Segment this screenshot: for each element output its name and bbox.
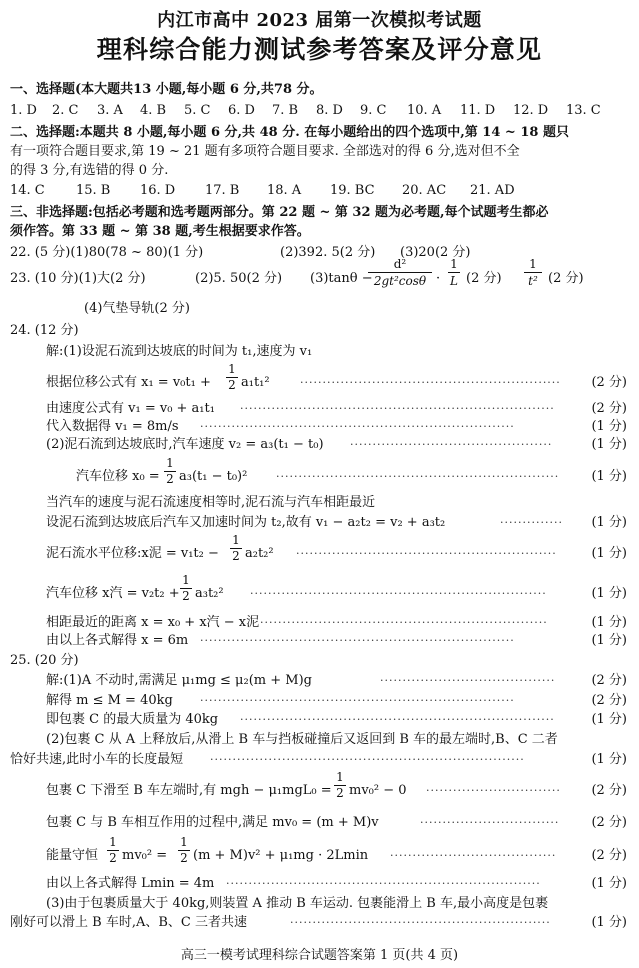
exam-subtitle: 理科综合能力测试参考答案及评分意见 xyxy=(96,35,543,64)
q25-line: 恰好共速,此时小车的长度最短 xyxy=(10,752,184,767)
q25-heading: 25. (20 分) xyxy=(10,653,79,668)
q23-dot: · xyxy=(436,271,441,286)
q22-part3: (3)20(2 分) xyxy=(400,245,471,260)
leader-dots: ······································································ xyxy=(210,753,525,766)
q24-line: 泥石流水平位移:x泥 = v₁t₂ − xyxy=(46,546,219,561)
q25-line: 刚好可以滑上 B 车时,A、B、C 三者共速 xyxy=(10,915,247,930)
score: (2 分) xyxy=(591,815,627,830)
q23-fraction3: 1 t² xyxy=(524,256,542,289)
answer-item: 13. C xyxy=(566,103,601,118)
answer-item: 18. A xyxy=(267,183,302,198)
leader-dots: ······································································ xyxy=(200,694,515,707)
score: (1 分) xyxy=(591,915,627,930)
section2-line1: 二、选择题:本题共 8 小题,每小题 6 分,共 48 分. 在每小题给出的四个选项中,第 14 ~ 18 题只 xyxy=(10,125,569,140)
q25-line: 包裹 C 下滑至 B 车左端时,有 mgh − μ₁mgL₀ = xyxy=(46,783,332,798)
answer-item: 12. D xyxy=(513,103,549,118)
q23-fraction: d² 2gt²cosθ xyxy=(368,256,432,289)
section2-answers xyxy=(0,183,639,201)
q24-line: 由速度公式有 v₁ = v₀ + a₁t₁ xyxy=(46,401,215,416)
leader-dots: ············································· xyxy=(350,438,553,451)
q25-line: 解:(1)A 不动时,需满足 μ₁mg ≤ μ₂(m + M)g xyxy=(46,673,312,688)
q24-line: 汽车位移 x₀ = xyxy=(76,469,160,484)
leader-dots: ·············· xyxy=(500,516,563,529)
score: (1 分) xyxy=(591,469,627,484)
half-fraction: 1 2 xyxy=(226,362,238,393)
answer-item: 3. A xyxy=(97,103,123,118)
q24-line: 相距最近的距离 x = x₀ + x汽 − x泥 xyxy=(46,615,260,630)
q25-line: 由以上各式解得 Lmin = 4m xyxy=(46,876,215,891)
answer-item: 9. C xyxy=(360,103,387,118)
score: (1 分) xyxy=(591,437,627,452)
answer-item: 6. D xyxy=(228,103,255,118)
answer-item: 5. C xyxy=(184,103,211,118)
answer-item: 1. D xyxy=(10,103,37,118)
score: (1 分) xyxy=(591,586,627,601)
section2-line2: 有一项符合题目要求,第 19 ~ 21 题有多项符合题目要求. 全部选对的得 6 分,选对但不全 xyxy=(10,144,520,159)
score: (1 分) xyxy=(591,633,627,648)
answer-item: 17. B xyxy=(205,183,240,198)
q23-part3: (3)tanθ − xyxy=(310,271,373,286)
q24-line: 由以上各式解得 x = 6m xyxy=(46,633,189,648)
leader-dots: ······································································ xyxy=(240,713,555,726)
score: (2 分) xyxy=(591,401,627,416)
q23-part1: 23. (10 分)(1)大(2 分) xyxy=(10,271,146,286)
answer-item: 4. B xyxy=(140,103,167,118)
score: (1 分) xyxy=(591,876,627,891)
answer-item: 15. B xyxy=(76,183,111,198)
q25-line: (m + M)v² + μ₁mg · 2Lmin xyxy=(193,848,369,863)
half-fraction: 1 2 xyxy=(230,533,242,564)
q24-line: a₂t₂² xyxy=(245,546,274,561)
q23-fraction2: 1 L xyxy=(448,256,460,289)
leader-dots: ·························································· xyxy=(300,376,561,389)
section1-answers xyxy=(0,103,639,121)
half-fraction: 1 2 xyxy=(164,456,176,487)
q24-line: a₃(t₁ − t₀)² xyxy=(179,469,248,484)
score: (2 分) xyxy=(591,693,627,708)
answer-item: 11. D xyxy=(460,103,496,118)
q24-line: (2)泥石流到达坡底时,汽车速度 v₂ = a₃(t₁ − t₀) xyxy=(46,437,324,452)
score: (2 分) xyxy=(591,673,627,688)
section3-line1: 三、非选择题:包括必考题和选考题两部分。第 22 题 ~ 第 32 题为必考题,每个试题考生都必 xyxy=(10,205,549,220)
q25-line: mv₀² = xyxy=(122,848,168,863)
q25-line: 包裹 C 与 B 车相互作用的过程中,满足 mv₀ = (m + M)v xyxy=(46,815,379,830)
exam-title: 内江市高中 2023 届第一次模拟考试题 xyxy=(157,10,482,31)
score: (2 分) xyxy=(591,848,627,863)
q22-part2: (2)392. 5(2 分) xyxy=(280,245,376,260)
score: (1 分) xyxy=(591,419,627,434)
q24-line: 解:(1)设泥石流到达坡底的时间为 t₁,速度为 v₁ xyxy=(46,344,313,359)
answer-item: 7. B xyxy=(272,103,299,118)
q24-heading: 24. (12 分) xyxy=(10,323,79,338)
q25-line: (3)由于包裹质量大于 40kg,则装置 A 推动 B 车运动. 包裹能滑上 B 车,最小高度是包裹 xyxy=(46,896,549,911)
score: (1 分) xyxy=(591,752,627,767)
q23-score3: (2 分) xyxy=(466,271,502,286)
q24-line: 汽车位移 x汽 = v₂t₂ + xyxy=(46,586,180,601)
leader-dots: ····································· xyxy=(390,849,557,862)
leader-dots: ······························ xyxy=(426,784,561,797)
q25-line: (2)包裹 C 从 A 上释放后,从滑上 B 车与挡板碰撞后又返回到 B 车的最左端时,B、C 二者 xyxy=(46,732,558,747)
q23-part2: (2)5. 50(2 分) xyxy=(195,271,283,286)
answer-item: 20. AC xyxy=(402,183,447,198)
q23-part4: (4)气垫导轨(2 分) xyxy=(84,301,190,316)
leader-dots: ································································ xyxy=(260,616,548,629)
leader-dots: ·································································· xyxy=(250,587,547,600)
half-fraction: 1 2 xyxy=(107,835,119,866)
score: (1 分) xyxy=(591,515,627,530)
score: (2 分) xyxy=(591,783,627,798)
q24-line: 根据位移公式有 x₁ = v₀t₁ + xyxy=(46,375,211,390)
q24-line: 当汽车的速度与泥石流速度相等时,泥石流与汽车相距最近 xyxy=(46,495,376,510)
answer-item: 16. D xyxy=(140,183,176,198)
leader-dots: ······························· xyxy=(420,816,560,829)
answer-item: 8. D xyxy=(316,103,343,118)
answer-item: 19. BC xyxy=(330,183,375,198)
leader-dots: ·························································· xyxy=(290,916,551,929)
section3-line2: 须作答。第 33 题 ~ 第 38 题,考生根据要求作答。 xyxy=(10,224,310,239)
q24-line: 设泥石流到达坡底后汽车又加速时间为 t₂,故有 v₁ − a₂t₂ = v₂ + a₃t₂ xyxy=(46,515,446,530)
q25-line: mv₀² − 0 xyxy=(349,783,407,798)
q25-line: 能量守恒 xyxy=(46,848,99,863)
score: (1 分) xyxy=(591,615,627,630)
half-fraction: 1 2 xyxy=(178,835,190,866)
section1-heading: 一、选择题(本大题共13 小题,每小题 6 分,共78 分。 xyxy=(10,82,323,97)
q24-line: a₁t₁² xyxy=(241,375,270,390)
q23-score4: (2 分) xyxy=(548,271,584,286)
answer-item: 2. C xyxy=(52,103,79,118)
q22-part1: 22. (5 分)(1)80(78 ~ 80)(1 分) xyxy=(10,245,204,260)
leader-dots: ······························································· xyxy=(276,470,560,483)
answer-item: 10. A xyxy=(407,103,442,118)
answer-item: 14. C xyxy=(10,183,45,198)
score: (1 分) xyxy=(591,712,627,727)
leader-dots: ······································································ xyxy=(200,420,515,433)
half-fraction: 1 2 xyxy=(334,770,346,801)
q25-line: 解得 m ≤ M = 40kg xyxy=(46,693,173,708)
leader-dots: ······································································ xyxy=(200,634,515,647)
section2-line3: 的得 3 分,有选错的得 0 分. xyxy=(10,163,169,178)
leader-dots: ·························································· xyxy=(296,547,557,560)
leader-dots: ······································································ xyxy=(240,402,555,415)
q25-line: 即包裹 C 的最大质量为 40kg xyxy=(46,712,219,727)
page-footer: 高三一模考试理科综合试题答案第 1 页(共 4 页) xyxy=(180,948,459,963)
answer-item: 21. AD xyxy=(470,183,515,198)
q24-line: a₃t₂² xyxy=(195,586,224,601)
half-fraction: 1 2 xyxy=(180,573,192,604)
leader-dots: ······································· xyxy=(380,674,556,687)
score: (2 分) xyxy=(591,375,627,390)
leader-dots: ······································································ xyxy=(226,877,541,890)
q24-line: 代入数据得 v₁ = 8m/s xyxy=(46,419,179,434)
score: (1 分) xyxy=(591,546,627,561)
